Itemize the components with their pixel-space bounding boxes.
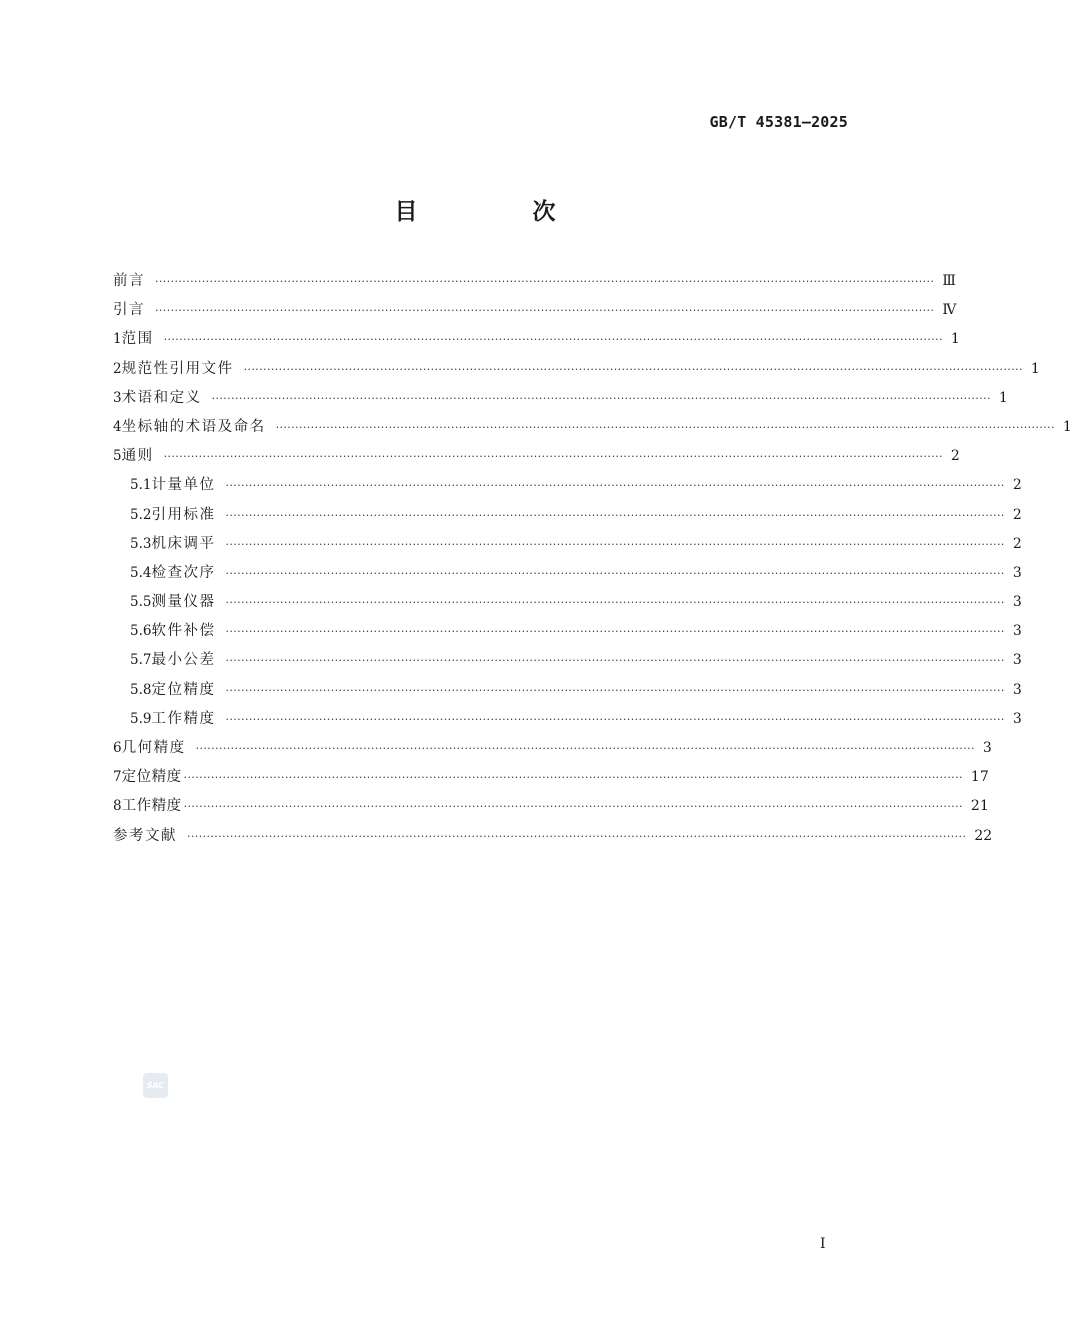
dot-leader: ········································································································································································································ bbox=[211, 391, 991, 405]
toc-entry-page: 3 bbox=[1012, 710, 1022, 727]
dot-leader: ········································································································································································································ bbox=[195, 742, 975, 755]
toc-entry-label: 规范性引用文件 bbox=[121, 360, 234, 377]
toc-entry-5-6[interactable] bbox=[113, 619, 1022, 648]
dot-leader: ········································································································································································································ bbox=[225, 537, 1005, 551]
toc-entry-number: 5.8 bbox=[130, 681, 152, 698]
dot-leader: ········································································································································································································ bbox=[163, 333, 943, 347]
toc-entry-page: 1 bbox=[950, 331, 960, 348]
toc-entry-number: 2 bbox=[113, 360, 122, 377]
toc-entry-label: 定位精度 bbox=[151, 681, 216, 698]
toc-entry-label: 参考文献 bbox=[113, 827, 177, 844]
toc-entry-label: 测量仪器 bbox=[151, 594, 216, 611]
toc-entry-page: 3 bbox=[1012, 652, 1022, 669]
toc-entry-page: Ⅳ bbox=[942, 302, 957, 319]
toc-entry-page: 3 bbox=[1012, 681, 1022, 698]
toc-entry-label: 几何精度 bbox=[121, 740, 186, 756]
page-title: 目 次 bbox=[394, 199, 602, 225]
toc-entry-introduction[interactable] bbox=[113, 298, 957, 327]
toc-entry-5-7[interactable] bbox=[113, 648, 1022, 677]
toc-entry-number: 8 bbox=[113, 798, 122, 815]
toc-entry-1[interactable] bbox=[113, 327, 960, 356]
toc-entry-label: 范围 bbox=[121, 331, 154, 348]
toc-entry-page: 3 bbox=[982, 740, 992, 756]
toc-entry-bibliography[interactable] bbox=[113, 824, 993, 853]
toc-entry-5-4[interactable] bbox=[113, 561, 1022, 590]
toc-entry-page: 21 bbox=[970, 798, 989, 815]
toc-entry-page: 1 bbox=[1030, 360, 1040, 377]
toc-entry-4[interactable] bbox=[113, 415, 1072, 444]
toc-entry-number: 7 bbox=[113, 769, 122, 786]
toc-entry-page: 3 bbox=[1012, 564, 1022, 581]
toc-entry-page: 2 bbox=[1012, 506, 1022, 523]
toc-entry-label: 软件补偿 bbox=[151, 623, 216, 640]
toc-entry-2[interactable] bbox=[113, 357, 1040, 386]
toc-entry-page: Ⅲ bbox=[942, 273, 956, 289]
dot-leader: ········································································································································································································ bbox=[187, 829, 967, 843]
dot-leader: ········································································································································································································ bbox=[183, 771, 963, 785]
toc-entry-page: 2 bbox=[1012, 535, 1022, 552]
toc-entry-number: 1 bbox=[113, 331, 122, 348]
page-number: I bbox=[820, 1236, 826, 1252]
toc-entry-number: 3 bbox=[113, 389, 122, 406]
toc-entry-page: 2 bbox=[1012, 477, 1022, 494]
toc-entry-label: 前言 bbox=[113, 273, 145, 289]
dot-leader: ········································································································································································································ bbox=[163, 450, 943, 464]
toc-entry-label: 工作精度 bbox=[151, 710, 216, 727]
toc-entry-5-5[interactable] bbox=[113, 590, 1022, 619]
toc-entry-number: 5.6 bbox=[130, 623, 152, 640]
dot-leader: ········································································································································································································ bbox=[275, 420, 1055, 434]
toc-entry-number: 5.7 bbox=[130, 652, 152, 669]
toc-entry-page: 22 bbox=[974, 827, 993, 844]
dot-leader: ········································································································································································································ bbox=[225, 479, 1005, 493]
toc-entry-label: 通则 bbox=[121, 448, 154, 465]
toc-entry-label: 最小公差 bbox=[151, 652, 216, 669]
toc-entry-number: 5.2 bbox=[130, 506, 152, 523]
toc-entry-label: 坐标轴的术语及命名 bbox=[121, 418, 266, 435]
toc-entry-page: 1 bbox=[1062, 418, 1072, 435]
dot-leader: ········································································································································································································ bbox=[225, 566, 1005, 580]
toc-entry-7[interactable] bbox=[113, 765, 989, 794]
toc-entry-5-1[interactable] bbox=[113, 473, 1022, 502]
dot-leader: ········································································································································································································ bbox=[225, 683, 1005, 697]
dot-leader: ········································································································································································································ bbox=[225, 625, 1005, 639]
toc-entry-5-2[interactable] bbox=[113, 503, 1022, 532]
toc-entry-number: 4 bbox=[113, 418, 122, 435]
dot-leader: ········································································································································································································ bbox=[183, 800, 963, 814]
toc-entry-5-9[interactable] bbox=[113, 707, 1022, 736]
toc-entry-page: 17 bbox=[970, 769, 989, 786]
toc-entry-page: 2 bbox=[950, 448, 960, 465]
toc-entry-number: 5.5 bbox=[130, 594, 152, 611]
toc-entry-6[interactable] bbox=[113, 736, 992, 765]
toc-entry-foreword[interactable] bbox=[113, 269, 956, 298]
toc-entry-3[interactable] bbox=[113, 386, 1008, 415]
toc-entry-label: 术语和定义 bbox=[121, 389, 202, 406]
sac-watermark-logo: SAC bbox=[143, 1073, 168, 1098]
dot-leader: ········································································································································································································ bbox=[225, 654, 1005, 668]
standard-number: GB/T 45381—2025 bbox=[709, 113, 848, 131]
toc-entry-number: 5.4 bbox=[130, 564, 152, 581]
dot-leader: ········································································································································································································ bbox=[225, 712, 1005, 726]
toc-entry-number: 5.3 bbox=[130, 535, 152, 552]
dot-leader: ········································································································································································································ bbox=[225, 596, 1005, 610]
toc-entry-5-3[interactable] bbox=[113, 532, 1022, 561]
toc-entry-label: 检查次序 bbox=[151, 564, 216, 581]
toc-entry-page: 3 bbox=[1012, 623, 1022, 640]
toc-entry-label: 机床调平 bbox=[151, 535, 216, 552]
toc-entry-label: 引言 bbox=[113, 302, 145, 319]
dot-leader: ········································································································································································································ bbox=[155, 275, 935, 288]
toc-entry-label: 工作精度 bbox=[121, 798, 182, 815]
toc-entry-5[interactable] bbox=[113, 444, 960, 473]
toc-entry-5-8[interactable] bbox=[113, 678, 1022, 707]
toc-entry-number: 6 bbox=[113, 740, 122, 756]
toc-entry-label: 引用标准 bbox=[151, 506, 216, 523]
toc-entry-number: 5.9 bbox=[130, 710, 152, 727]
dot-leader: ········································································································································································································ bbox=[225, 508, 1005, 522]
toc-entry-page: 3 bbox=[1012, 594, 1022, 611]
toc-entry-label: 计量单位 bbox=[151, 477, 216, 494]
toc-entry-8[interactable] bbox=[113, 794, 989, 823]
toc-entry-number: 5.1 bbox=[130, 477, 152, 494]
toc-entry-label: 定位精度 bbox=[121, 769, 182, 786]
table-of-contents bbox=[113, 269, 1072, 853]
dot-leader: ········································································································································································································ bbox=[243, 362, 1023, 376]
toc-entry-page: 1 bbox=[998, 389, 1008, 406]
toc-entry-number: 5 bbox=[113, 448, 122, 465]
dot-leader: ········································································································································································································ bbox=[155, 304, 935, 318]
